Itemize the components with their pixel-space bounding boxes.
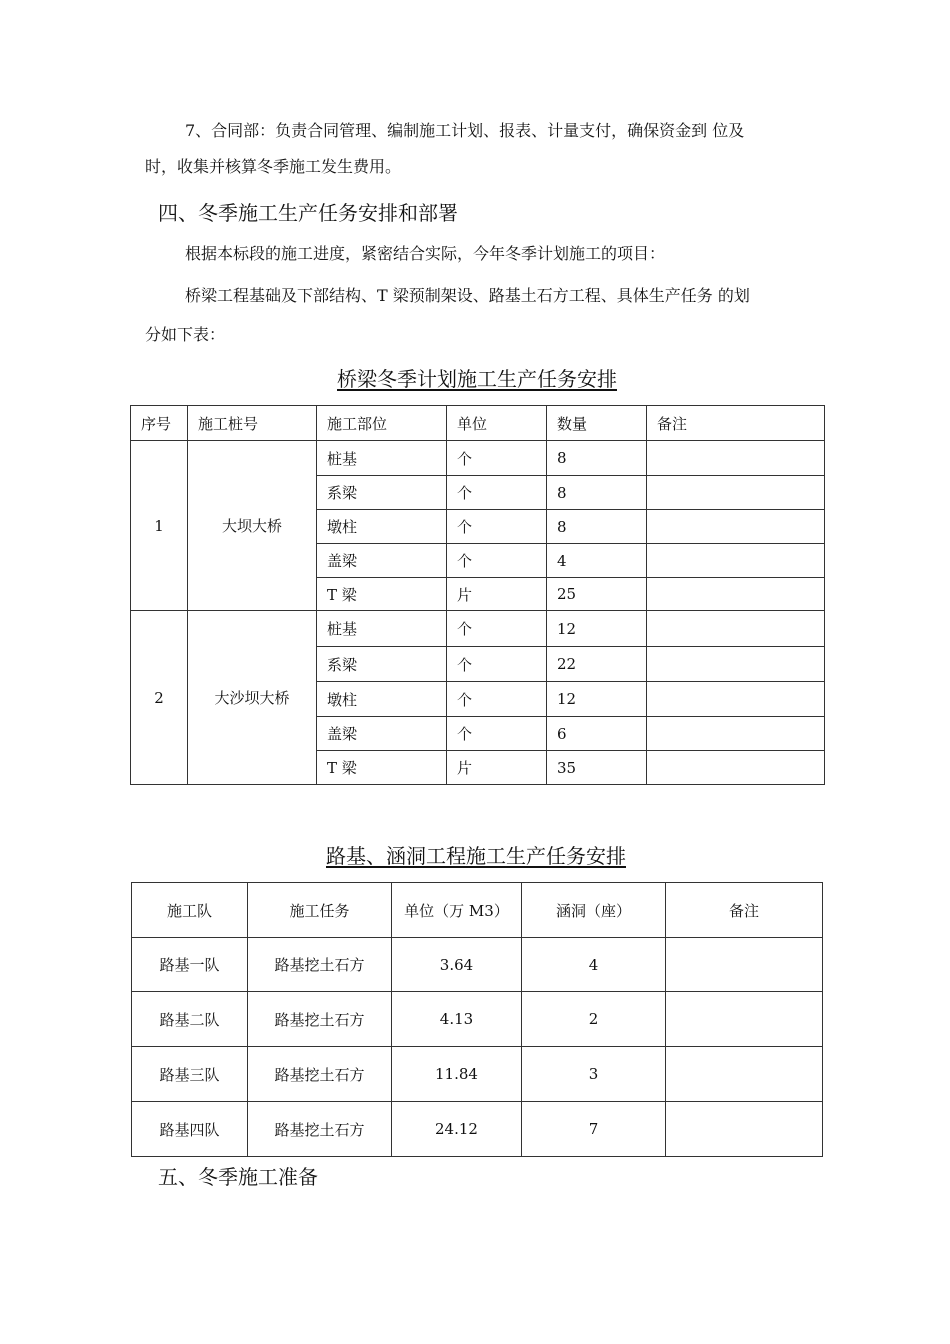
culvert-cell: 4 — [522, 938, 666, 992]
note-cell — [647, 544, 825, 578]
team-cell: 路基二队 — [132, 992, 248, 1047]
culvert-cell: 7 — [522, 1102, 666, 1157]
note-cell — [647, 647, 825, 682]
quantity-cell: 35 — [547, 751, 647, 785]
header-cell: 涵洞（座） — [522, 883, 666, 938]
note-cell — [666, 1047, 823, 1102]
part-cell: 桩基 — [317, 441, 447, 476]
note-cell — [647, 751, 825, 785]
header-cell: 施工桩号 — [188, 406, 317, 441]
part-cell: 盖梁 — [317, 717, 447, 751]
unit-cell: 个 — [447, 544, 547, 578]
part-cell: 桩基 — [317, 611, 447, 647]
team-cell: 路基一队 — [132, 938, 248, 992]
table-row — [131, 441, 825, 476]
part-cell: T 梁 — [317, 578, 447, 611]
volume-cell: 4.13 — [392, 992, 522, 1047]
part-cell: 系梁 — [317, 476, 447, 510]
table-row — [132, 992, 823, 1047]
paragraph-contract-dept-line2: 时，收集并核算冬季施工发生费用。 — [145, 157, 402, 176]
quantity-cell: 12 — [547, 611, 647, 647]
header-cell: 备注 — [666, 883, 823, 938]
unit-cell: 个 — [447, 510, 547, 544]
quantity-cell: 22 — [547, 647, 647, 682]
note-cell — [647, 682, 825, 717]
table-row — [132, 938, 823, 992]
part-cell: T 梁 — [317, 751, 447, 785]
paragraph-items-line1: 桥梁工程基础及下部结构、T 梁预制架设、路基土石方工程、具体生产任务 的划 — [185, 286, 750, 305]
culvert-cell: 3 — [522, 1047, 666, 1102]
table-row — [132, 1047, 823, 1102]
team-cell: 路基四队 — [132, 1102, 248, 1157]
unit-cell: 个 — [447, 717, 547, 751]
row-number-cell: 1 — [131, 441, 188, 611]
quantity-cell: 8 — [547, 476, 647, 510]
paragraph-basis: 根据本标段的施工进度，紧密结合实际，今年冬季计划施工的项目： — [185, 244, 666, 263]
unit-cell: 片 — [447, 751, 547, 785]
part-cell: 墩柱 — [317, 510, 447, 544]
quantity-cell: 8 — [547, 441, 647, 476]
culvert-cell: 2 — [522, 992, 666, 1047]
part-cell: 系梁 — [317, 647, 447, 682]
unit-cell: 个 — [447, 647, 547, 682]
note-cell — [647, 717, 825, 751]
task-cell: 路基挖土石方 — [248, 938, 392, 992]
row-number-cell: 2 — [131, 611, 188, 785]
header-cell: 单位 — [447, 406, 547, 441]
bridge-name-cell: 大沙坝大桥 — [188, 611, 317, 785]
volume-cell: 24.12 — [392, 1102, 522, 1157]
task-cell: 路基挖土石方 — [248, 992, 392, 1047]
paragraph-items-line2: 分如下表： — [145, 325, 226, 344]
header-cell: 施工任务 — [248, 883, 392, 938]
note-cell — [647, 441, 825, 476]
table2-title: 路基、涵洞工程施工生产任务安排 — [326, 844, 626, 868]
roadbed-culvert-task-table — [131, 882, 823, 1157]
header-cell: 备注 — [647, 406, 825, 441]
quantity-cell: 12 — [547, 682, 647, 717]
header-cell: 序号 — [131, 406, 188, 441]
table-row — [131, 611, 825, 647]
header-cell: 施工部位 — [317, 406, 447, 441]
unit-cell: 个 — [447, 441, 547, 476]
part-cell: 盖梁 — [317, 544, 447, 578]
note-cell — [647, 611, 825, 647]
note-cell — [647, 578, 825, 611]
unit-cell: 个 — [447, 611, 547, 647]
note-cell — [666, 938, 823, 992]
quantity-cell: 8 — [547, 510, 647, 544]
header-cell: 施工队 — [132, 883, 248, 938]
paragraph-contract-dept-line1: 7、合同部：负责合同管理、编制施工计划、报表、计量支付，确保资金到 位及 — [185, 121, 745, 140]
task-cell: 路基挖土石方 — [248, 1102, 392, 1157]
unit-cell: 片 — [447, 578, 547, 611]
part-cell: 墩柱 — [317, 682, 447, 717]
table-row — [132, 1102, 823, 1157]
bridge-task-table — [130, 405, 825, 785]
header-cell: 单位（万 M3） — [392, 883, 522, 938]
note-cell — [666, 992, 823, 1047]
section-heading-4: 四、冬季施工生产任务安排和部署 — [158, 201, 458, 225]
section-heading-5: 五、冬季施工准备 — [158, 1165, 318, 1189]
unit-cell: 个 — [447, 476, 547, 510]
note-cell — [666, 1102, 823, 1157]
table1-title: 桥梁冬季计划施工生产任务安排 — [337, 367, 617, 391]
volume-cell: 11.84 — [392, 1047, 522, 1102]
quantity-cell: 6 — [547, 717, 647, 751]
bridge-name-cell: 大坝大桥 — [188, 441, 317, 611]
header-cell: 数量 — [547, 406, 647, 441]
quantity-cell: 25 — [547, 578, 647, 611]
table-header-row — [132, 883, 823, 938]
team-cell: 路基三队 — [132, 1047, 248, 1102]
table-header-row — [131, 406, 825, 441]
quantity-cell: 4 — [547, 544, 647, 578]
note-cell — [647, 510, 825, 544]
unit-cell: 个 — [447, 682, 547, 717]
note-cell — [647, 476, 825, 510]
volume-cell: 3.64 — [392, 938, 522, 992]
task-cell: 路基挖土石方 — [248, 1047, 392, 1102]
